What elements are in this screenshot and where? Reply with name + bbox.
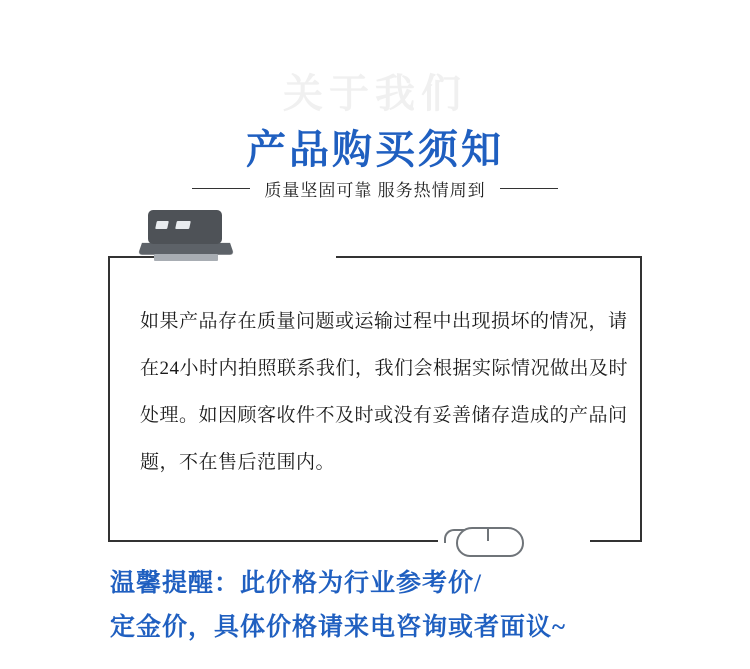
body-paragraph: 如果产品存在质量问题或运输过程中出现损坏的情况，请在24小时内拍照联系我们，我们会根据实际情况做出及时处理。如因顾客收件不及时或没有妥善储存造成的产品问题，不在售后范围内。: [140, 311, 629, 473]
mouse-icon: [444, 525, 528, 555]
printer-slot-shape-1: [155, 221, 169, 229]
frame-edge-top-right: [336, 256, 642, 258]
mouse-divider-shape: [487, 529, 489, 541]
printer-paper-shape: [154, 254, 218, 261]
printer-slot-shape-2: [175, 221, 191, 229]
mouse-shell-shape: [456, 527, 524, 557]
frame-edge-right: [640, 256, 642, 542]
page-title: 产品购买须知: [246, 127, 504, 172]
page-subtitle: 质量坚固可靠 服务热情周到: [264, 181, 486, 200]
frame-edge-bottom-left: [108, 540, 438, 542]
price-notice: [110, 562, 710, 650]
printer-tray-shape: [138, 243, 234, 255]
price-notice-line-1: 温馨提醒：此价格为行业参考价/: [110, 570, 482, 597]
printer-icon: [140, 210, 236, 262]
divider-left: [192, 188, 250, 189]
frame-edge-left: [108, 256, 110, 542]
price-notice-line-2: 定金价，具体价格请来电咨询或者面议~: [110, 614, 567, 641]
subtitle-row: [0, 176, 750, 201]
frame-edge-bottom-right: [590, 540, 642, 542]
divider-right: [500, 188, 558, 189]
watermark-title: 关于我们: [283, 72, 467, 116]
